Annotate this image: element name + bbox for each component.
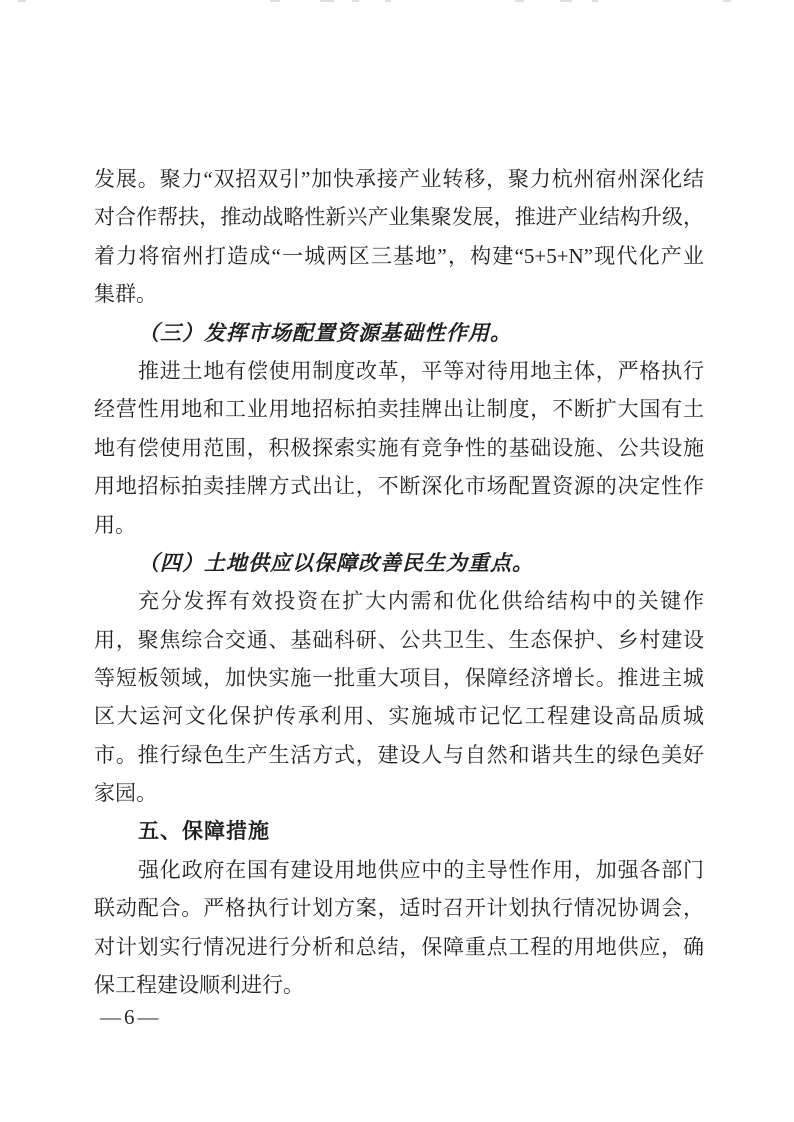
text-line: 用地招标拍卖挂牌方式出让，不断深化市场配置资源的决定性作 xyxy=(94,474,704,499)
scan-artifact xyxy=(515,0,524,2)
text-line: 对合作帮扶，推动战略性新兴产业集聚发展，推进产业结构升级， xyxy=(94,205,704,230)
text-line: （三）发挥市场配置资源基础性作用。 xyxy=(138,320,512,345)
text-line: 强化政府在国有建设用地供应中的主导性作用，加强各部门 xyxy=(138,858,704,883)
text-line: 地有偿使用范围，积极探索实施有竞争性的基础设施、公共设施 xyxy=(94,435,704,460)
text-line: 市。推行绿色生产生活方式，建设人与自然和谐共生的绿色美好 xyxy=(94,742,704,767)
scan-artifact xyxy=(560,0,572,2)
text-line: 推进土地有偿使用制度改革，平等对待用地主体，严格执行 xyxy=(138,358,704,383)
text-line: （四）土地供应以保障改善民生为重点。 xyxy=(138,550,534,575)
text-line: 着力将宿州打造成“一城两区三基地”，构建“5+5+N”现代化产业 xyxy=(94,243,704,268)
text-line: 用。 xyxy=(94,512,136,537)
scan-artifact xyxy=(723,0,731,2)
text-line: 五、保障措施 xyxy=(138,819,270,843)
scan-artifact xyxy=(592,0,598,2)
text-line: 联动配合。严格执行计划方案，适时召开计划执行情况协调会， xyxy=(94,896,704,921)
document-text-block xyxy=(94,160,704,1005)
text-line: 经营性用地和工业用地招标拍卖挂牌出让制度，不断扩大国有土 xyxy=(94,397,704,422)
scan-artifact xyxy=(385,0,391,2)
text-line: 充分发挥有效投资在扩大内需和优化供给结构中的关键作 xyxy=(138,589,704,614)
text-line: 保工程建设顺利进行。 xyxy=(94,973,304,998)
text-line: 家园。 xyxy=(94,781,157,806)
scan-artifact xyxy=(270,0,280,2)
scan-artifact xyxy=(352,0,359,2)
text-line: 发展。聚力“双招双引”加快承接产业转移，聚力杭州宿州深化结 xyxy=(94,167,704,191)
scan-artifact xyxy=(320,0,334,2)
text-line: 等短板领域，加快实施一批重大项目，保障经济增长。推进主城 xyxy=(94,666,704,691)
scan-artifact xyxy=(18,0,26,2)
text-line: 区大运河文化保护传承利用、实施城市记忆工程建设高品质城 xyxy=(94,704,704,729)
text-line: 对计划实行情况进行分析和总结，保障重点工程的用地供应，确 xyxy=(94,934,704,959)
text-line: 用，聚焦综合交通、基础科研、公共卫生、生态保护、乡村建设 xyxy=(94,627,704,652)
page-number: —6— xyxy=(100,1005,162,1029)
text-line: 集群。 xyxy=(94,282,157,307)
